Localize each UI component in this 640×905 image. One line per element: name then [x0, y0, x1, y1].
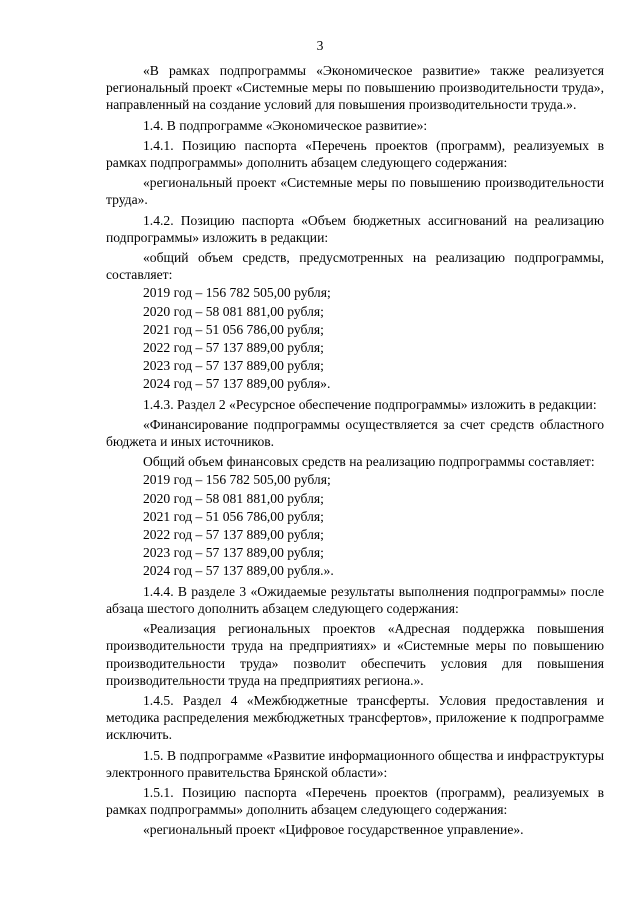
- paragraph: 1.4. В подпрограмме «Экономическое развитие»:: [143, 117, 428, 133]
- document-body: [106, 62, 604, 840]
- paragraph: 1.4.4. В разделе 3 «Ожидаемые результаты выполнения подпрограммы» после абзаца шестого дополнить абзацем следующего содержания:: [106, 583, 604, 616]
- funding-year-line: 2019 год – 156 782 505,00 рубля;: [143, 285, 331, 301]
- paragraph: 1.4.2. Позицию паспорта «Объем бюджетных ассигнований на реализацию подпрограммы» изложить в редакции:: [106, 212, 604, 245]
- funding-year-line: 2021 год – 51 056 786,00 рубля;: [143, 321, 324, 337]
- paragraph: «Реализация региональных проектов «Адресная поддержка повышения производительности труда на предприятиях» и «Системные меры по повышению производительности труда» позволит обеспечить условия для повышения производительности труда на предприятиях региона.».: [106, 621, 604, 688]
- paragraph: «региональный проект «Цифровое государственное управление».: [143, 822, 524, 838]
- paragraph: 1.4.3. Раздел 2 «Ресурсное обеспечение подпрограммы» изложить в редакции:: [143, 396, 597, 412]
- paragraph: 1.4.1. Позицию паспорта «Перечень проектов (программ), реализуемых в рамках подпрограммы» дополнить абзацем следующего содержания:: [106, 137, 604, 171]
- funding-year-line: 2023 год – 57 137 889,00 рубля;: [143, 358, 324, 374]
- paragraph: Общий объем финансовых средств на реализацию подпрограммы составляет:: [143, 454, 595, 470]
- funding-year-line: 2020 год – 58 081 881,00 рубля;: [143, 303, 324, 319]
- funding-year-line: 2024 год – 57 137 889,00 рубля».: [143, 376, 331, 392]
- funding-year-line: 2020 год – 58 081 881,00 рубля;: [143, 490, 324, 506]
- paragraph: «В рамках подпрограммы «Экономическое развитие» также реализуется региональный проект «Системные меры по повышению производительности труда», направленный на создание условий для повышения производительности труда.».: [106, 63, 604, 113]
- funding-year-line: 2019 год – 156 782 505,00 рубля;: [143, 472, 331, 488]
- funding-year-line: 2021 год – 51 056 786,00 рубля;: [143, 508, 324, 524]
- funding-year-line: 2023 год – 57 137 889,00 рубля;: [143, 545, 324, 561]
- paragraph: 1.5. В подпрограмме «Развитие информационного общества и инфраструктуры электронного правительства Брянской области»:: [106, 747, 604, 780]
- paragraph: 1.4.5. Раздел 4 «Межбюджетные трансферты. Условия предоставления и методика распределения межбюджетных трансфертов», приложение к подпрограмме исключить.: [106, 692, 604, 743]
- funding-year-line: 2022 год – 57 137 889,00 рубля;: [143, 340, 324, 356]
- paragraph: «Финансирование подпрограммы осуществляется за счет средств областного бюджета и иных источников.: [106, 416, 604, 450]
- paragraph: «региональный проект «Системные меры по повышению производительности труда».: [106, 175, 604, 208]
- page-number: 3: [316, 38, 324, 53]
- funding-year-line: 2024 год – 57 137 889,00 рубля.».: [143, 563, 334, 579]
- paragraph: 1.5.1. Позицию паспорта «Перечень проектов (программ), реализуемых в рамках подпрограммы» дополнить абзацем следующего содержания:: [106, 784, 604, 818]
- funding-year-line: 2022 год – 57 137 889,00 рубля;: [143, 527, 324, 543]
- paragraph: «общий объем средств, предусмотренных на реализацию подпрограммы, составляет:: [106, 250, 604, 283]
